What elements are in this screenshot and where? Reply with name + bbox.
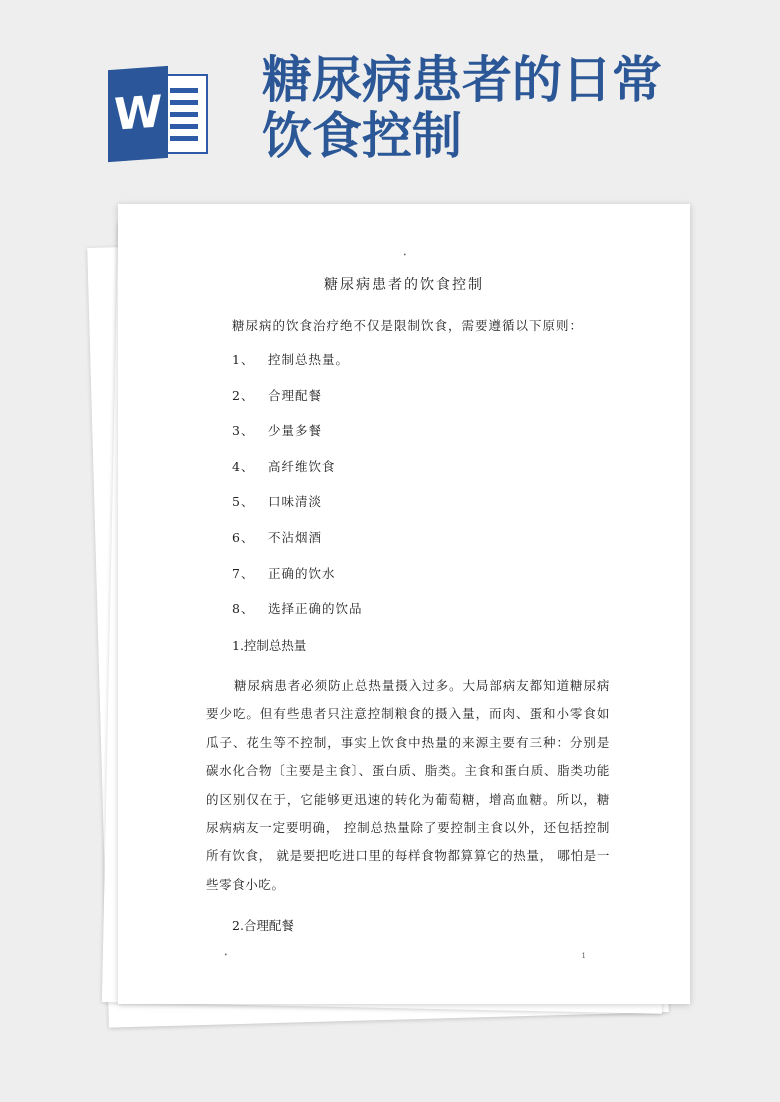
document-page: [118, 204, 690, 1004]
banner-title: [262, 52, 732, 164]
intro-text: 糖尿病的饮食治疗绝不仅是限制饮食，需要遵循以下原则：: [232, 318, 584, 333]
section1-body: 糖尿病患者必须防止总热量摄入过多。大局部病友都知道糖尿病要少吃。但有些患者只注意控制粮食的摄入量，而肉、蛋和小零食如瓜子、花生等不控制，事实上饮食中热量的来源主要有三种：分别是碳水化合物〔主要是主食〕、蛋白质、脂类。主食和蛋白质、脂类功能的区别仅在于，它能够更迅速的转化为葡萄糖，增高血糖。所以，糖尿病病友一定要明确， 控制总热量除了要控制主食以外，还包括控制所有饮食， 就是要把吃进口里的每样食物都算算它的热量， 哪怕是一些零食小吃。: [206, 678, 610, 892]
list-item: 5、 口味清淡: [232, 494, 323, 510]
list-item: 6、 不沾烟酒: [232, 529, 323, 545]
document-title: 糖尿病患者的饮食控制: [324, 277, 484, 293]
list-item: 1、 控制总热量。: [232, 352, 350, 367]
page-number: 1: [581, 952, 586, 960]
section2-heading: 2.合理配餐: [232, 918, 294, 933]
banner-title-line2: 饮食控制: [262, 107, 462, 165]
list-item: 7、 正确的饮水: [232, 565, 336, 581]
banner: [0, 0, 780, 200]
banner-title-line1: 糖尿病患者的日常: [262, 51, 662, 109]
list-item: 4、 高纤维饮食: [232, 458, 336, 474]
page-mark: •: [403, 252, 407, 259]
word-w-badge: W: [108, 66, 168, 162]
principles-list: [232, 350, 363, 635]
word-document-icon: [108, 68, 208, 160]
page-mark: •: [224, 952, 228, 959]
list-item: 3、 少量多餐: [232, 423, 323, 439]
section1-heading: 1.控制总热量: [232, 638, 307, 653]
list-item: 2、 合理配餐: [232, 387, 323, 403]
list-item: 8、 选择正确的饮品: [232, 601, 363, 617]
